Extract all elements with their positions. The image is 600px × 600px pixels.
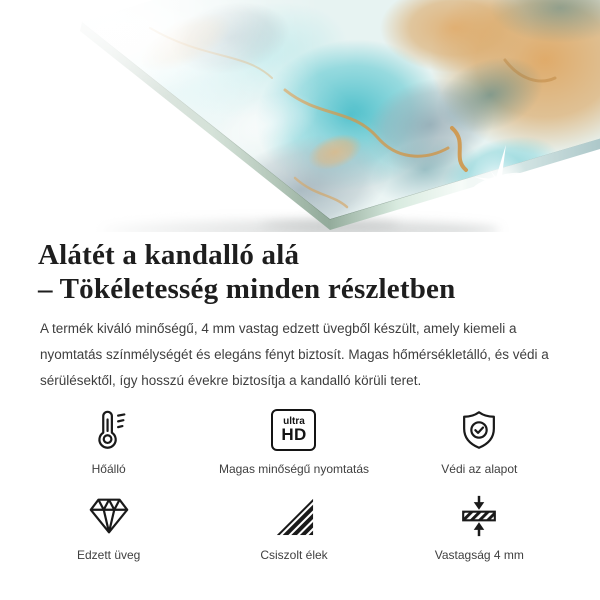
glass-panel-artwork — [0, 0, 600, 232]
page-title — [38, 238, 600, 306]
product-description: A termék kiváló minőségű, 4 mm vastag edzett üvegből készült, amely kiemeli a nyomtatás színmélységét és elegáns fényt biztosít. Magas hőmérsékletálló, és védi a sérülésektől, így hosszú évekre biztosítja a kandalló körüli teret. — [40, 321, 549, 388]
feature-protects-base — [387, 406, 572, 476]
ultra-hd-icon — [271, 406, 316, 454]
feature-label: Csiszolt élek — [260, 548, 328, 562]
thermometer-icon — [86, 406, 132, 454]
beveled-edge-icon — [271, 492, 317, 540]
feature-polished-edges — [201, 492, 386, 562]
feature-thickness — [387, 492, 572, 562]
title-line-1: Alátét a kandalló alá — [38, 239, 300, 271]
feature-label: Edzett üveg — [76, 548, 141, 562]
diamond-icon — [86, 492, 132, 540]
title-line-2: – Tökéletesség minden részletben — [38, 273, 456, 305]
feature-print-quality — [201, 406, 386, 476]
feature-label: Hőálló — [91, 462, 126, 476]
feature-label: Magas minőségű nyomtatás — [218, 462, 370, 476]
content-block — [0, 238, 600, 562]
feature-label: Védi az alapot — [441, 462, 518, 476]
feature-tempered-glass — [16, 492, 201, 562]
feature-label: Vastagság 4 mm — [434, 548, 524, 562]
shield-check-icon — [456, 406, 502, 454]
thickness-icon — [456, 492, 502, 540]
product-image — [0, 0, 600, 232]
ultra-hd-icon-text-bottom: HD — [281, 425, 307, 444]
ultra-hd-icon-text-top: ultra — [283, 416, 305, 427]
feature-heat-resistant — [16, 406, 201, 476]
features-grid — [16, 406, 572, 562]
